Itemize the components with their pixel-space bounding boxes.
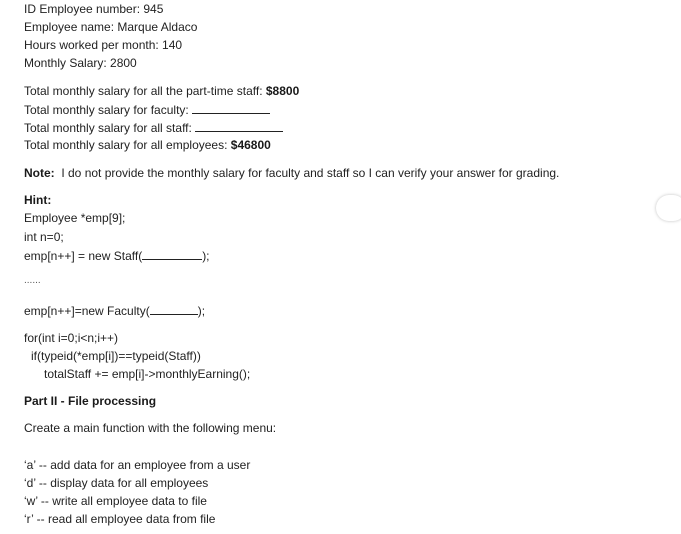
faculty-constructor-prefix: emp[n++]=new Faculty( [24, 304, 150, 318]
faculty-constructor-suffix: ); [197, 304, 206, 318]
hint-code-line-5: for(int i=0;i<n;i++) [24, 331, 119, 345]
staff-args-blank [142, 248, 202, 260]
monthly-salary-line: Monthly Salary: 2800 [24, 56, 137, 70]
total-faculty-line [24, 102, 270, 117]
total-part-time-value: $8800 [265, 84, 300, 98]
employee-id-line: ID Employee number: 945 [24, 2, 164, 16]
faculty-args-blank [150, 303, 198, 315]
staff-answer-blank [195, 120, 283, 132]
total-all-label: Total monthly salary for all employees: [24, 138, 231, 152]
total-staff-line [24, 120, 283, 135]
total-staff-label: Total monthly salary for all staff: [24, 121, 196, 135]
faculty-answer-blank [192, 102, 270, 114]
hint-code-line-4 [24, 303, 205, 318]
hint-code-line-3 [24, 248, 210, 263]
hours-worked-line: Hours worked per month: 140 [24, 38, 183, 52]
scroll-handle[interactable] [656, 195, 681, 221]
menu-item-a: ‘a’ -- add data for an employee from a user [24, 458, 251, 472]
ellipsis: ...... [24, 275, 41, 286]
total-all-value: $46800 [230, 138, 271, 152]
total-part-time-label: Total monthly salary for all the part-time staff: [24, 84, 266, 98]
note-label: Note: [24, 166, 55, 180]
staff-constructor-suffix: ); [202, 249, 210, 263]
total-all-employees-line [24, 138, 271, 152]
part2-heading: Part II - File processing [24, 394, 157, 408]
note-line [24, 166, 559, 180]
hint-code-line-1: Employee *emp[9]; [24, 211, 126, 225]
hint-code-line-2: int n=0; [24, 230, 64, 244]
menu-item-w: ‘w’ -- write all employee data to file [24, 494, 207, 508]
hint-code-line-7: totalStaff += emp[i]->monthlyEarning(); [44, 367, 251, 381]
employee-name-line: Employee name: Marque Aldaco [24, 20, 198, 34]
hint-code-line-6: if(typeid(*emp[i])==typeid(Staff)) [31, 349, 201, 363]
total-part-time-line [24, 84, 299, 98]
hint-label: Hint: [24, 193, 52, 207]
menu-item-d: ‘d’ -- display data for all employees [24, 476, 209, 490]
total-faculty-label: Total monthly salary for faculty: [24, 103, 193, 117]
staff-constructor-prefix: emp[n++] = new Staff( [24, 249, 143, 263]
part2-intro: Create a main function with the following menu: [24, 421, 277, 435]
menu-item-r: ‘r’ -- read all employee data from file [24, 512, 216, 526]
note-text: I do not provide the monthly salary for faculty and staff so I can verify your answer for grading. [54, 166, 560, 180]
